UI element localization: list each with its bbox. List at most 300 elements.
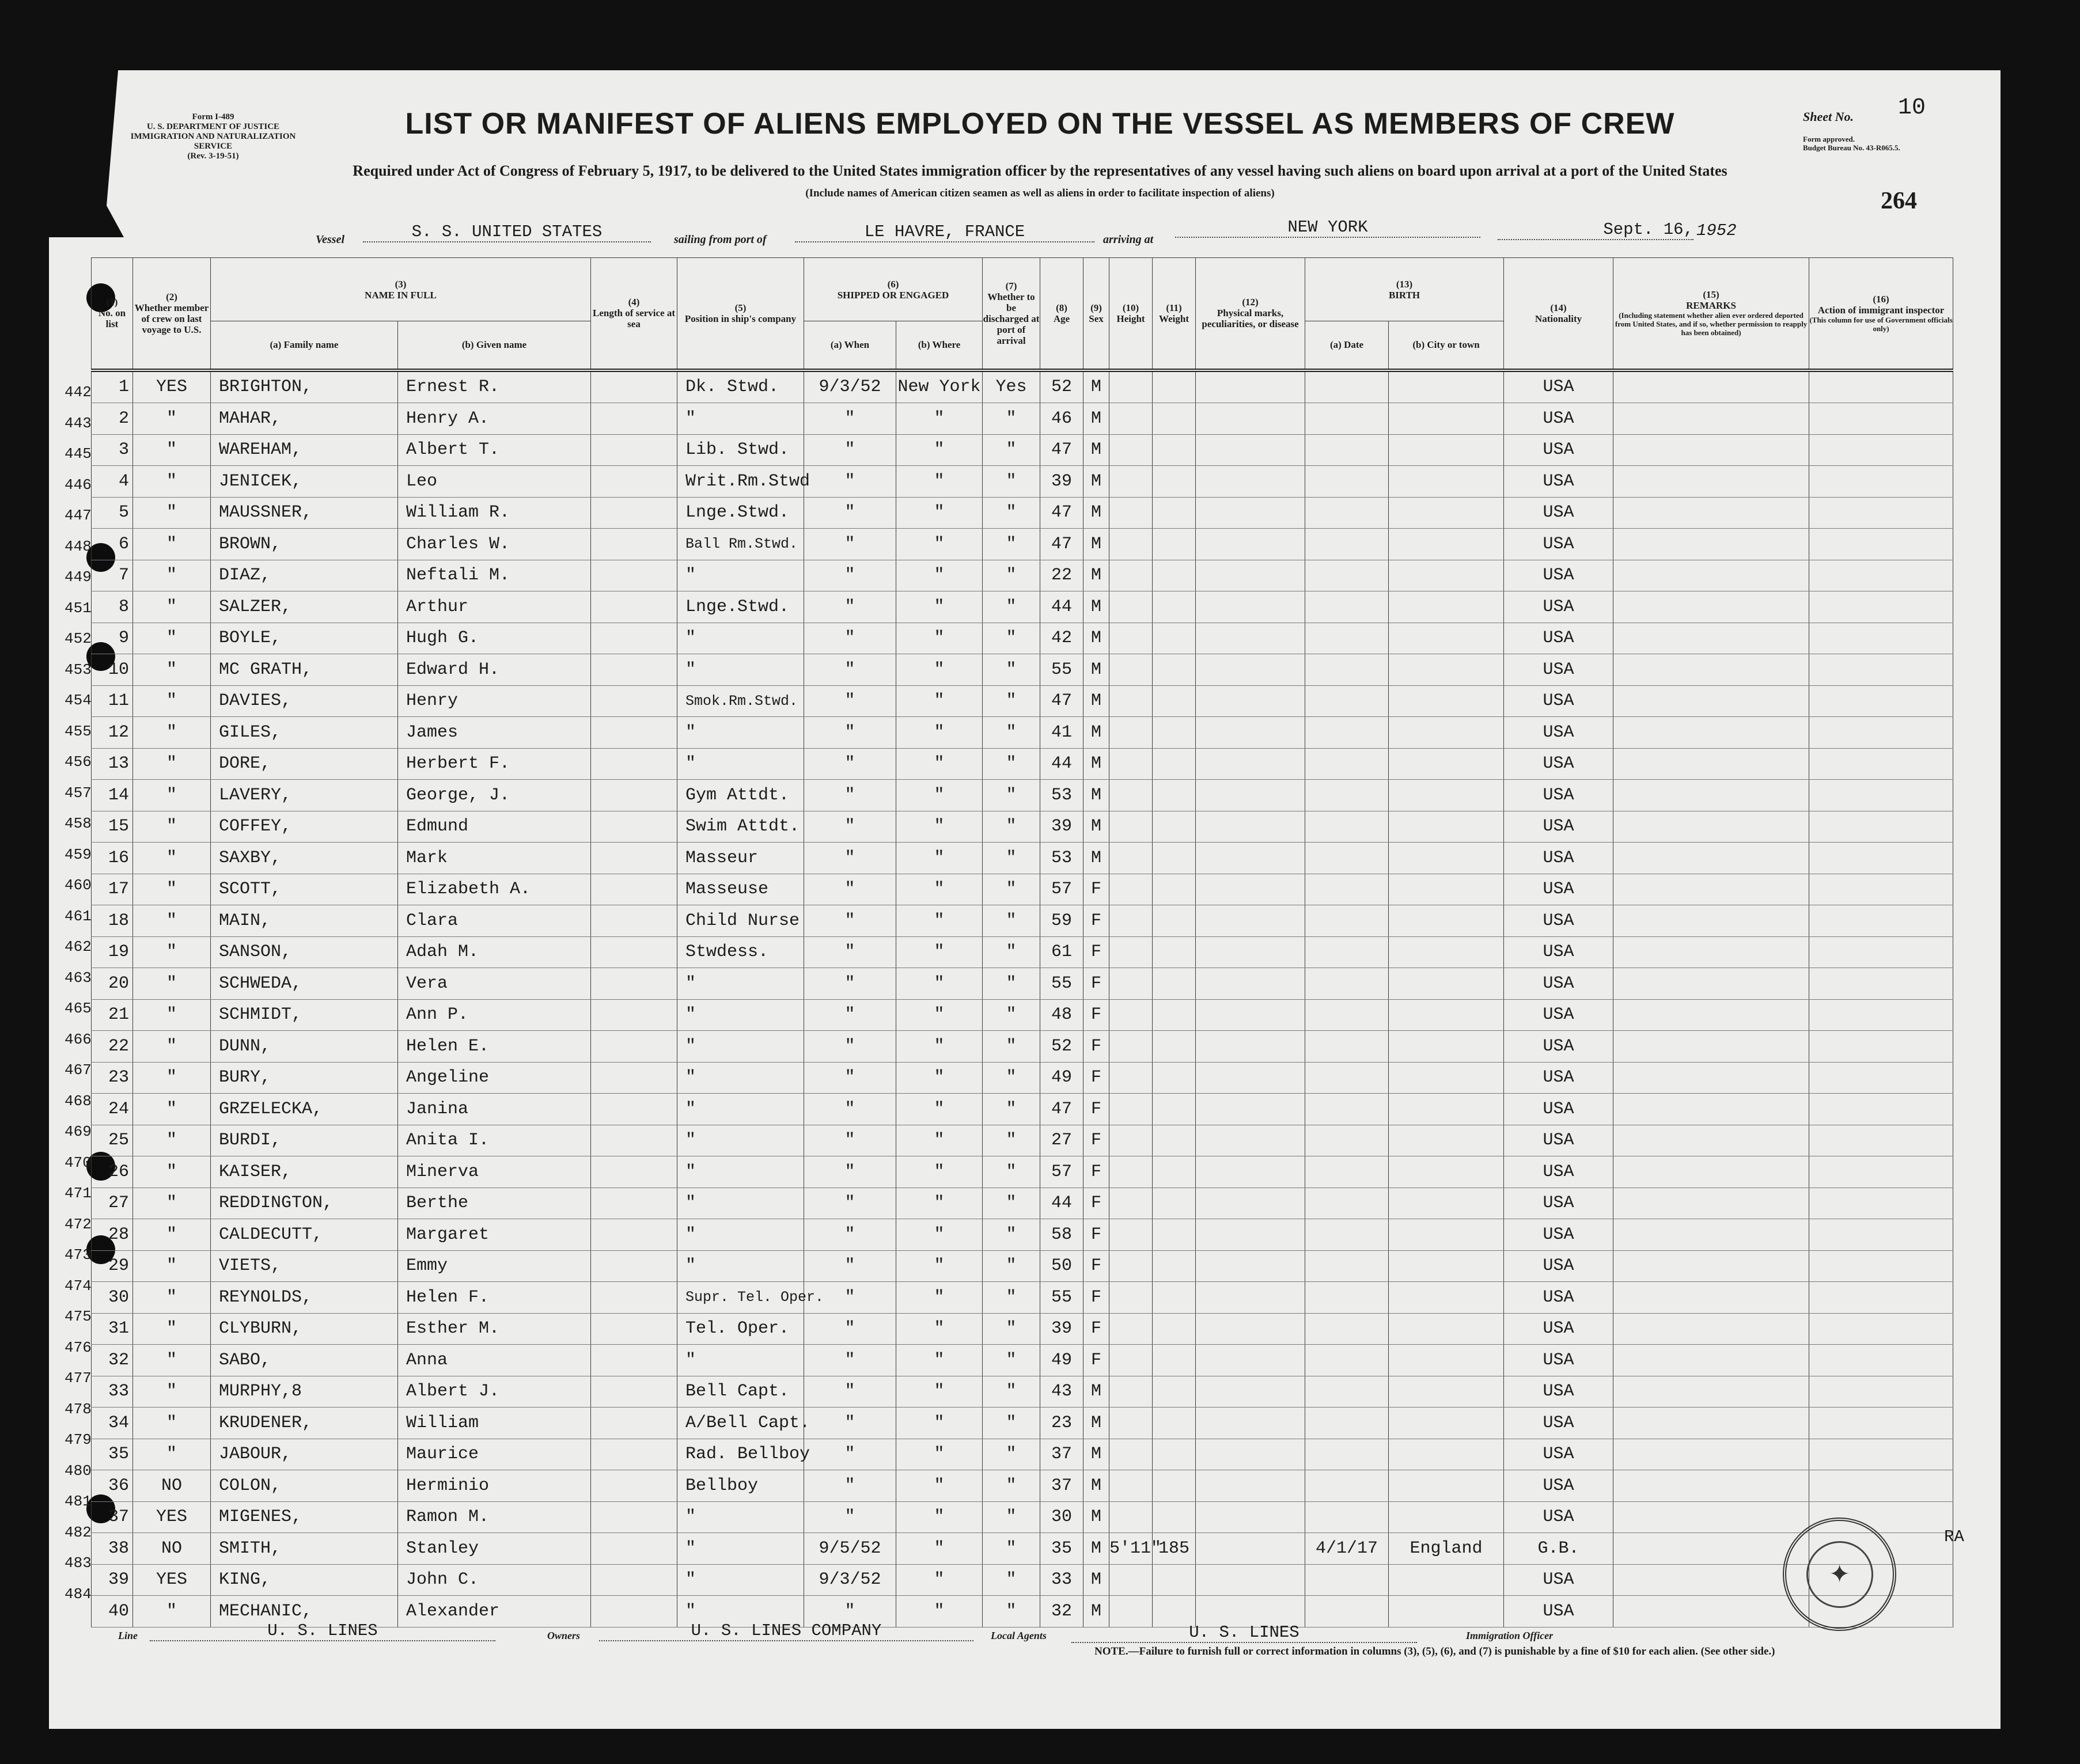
- cell-physical-marks: [1196, 370, 1305, 403]
- cell-birth-date: [1305, 1094, 1389, 1125]
- cell-birth-city: [1389, 999, 1504, 1031]
- page-subnote: (Include names of American citizen seamen as well as aliens in order to facilitate inspection of aliens): [805, 187, 1275, 199]
- cell-birth-city: [1389, 370, 1504, 403]
- cell-list-number: 28: [92, 1219, 133, 1251]
- cell-list-number: 9: [92, 623, 133, 654]
- cell-position: Smok.Rm.Stwd.: [677, 685, 804, 717]
- row-ref-number: 477: [65, 1370, 92, 1387]
- cell-nationality: USA: [1504, 968, 1613, 1000]
- cell-discharged: ": [983, 968, 1040, 1000]
- cell-sex: F: [1083, 936, 1109, 968]
- cell-sex: M: [1083, 1439, 1109, 1470]
- cell-shipped-where: ": [896, 999, 983, 1031]
- cell-birth-city: [1389, 936, 1504, 968]
- cell-family-name: BRIGHTON,: [211, 370, 398, 403]
- cell-nationality: USA: [1504, 780, 1613, 811]
- cell-position: Bellboy: [677, 1470, 804, 1502]
- cell-weight: [1153, 748, 1196, 780]
- table-row: [92, 434, 1953, 466]
- cell-physical-marks: [1196, 843, 1305, 874]
- cell-given-name: Esther M.: [398, 1313, 591, 1345]
- cell-family-name: BURDI,: [211, 1125, 398, 1156]
- cell-length-of-service: [591, 403, 677, 435]
- cell-remarks: [1613, 780, 1809, 811]
- cell-list-number: 15: [92, 811, 133, 843]
- cell-previous-voyage: ": [133, 1062, 211, 1094]
- cell-height: [1109, 717, 1153, 749]
- cell-list-number: 2: [92, 403, 133, 435]
- cell-nationality: USA: [1504, 685, 1613, 717]
- table-row: [92, 968, 1953, 1000]
- cell-birth-city: [1389, 1376, 1504, 1408]
- cell-previous-voyage: ": [133, 497, 211, 529]
- cell-physical-marks: [1196, 434, 1305, 466]
- header-given-name: (b) Given name: [398, 321, 591, 370]
- cell-birth-city: [1389, 1219, 1504, 1251]
- cell-list-number: 5: [92, 497, 133, 529]
- table-row: [92, 1250, 1953, 1282]
- cell-shipped-when: ": [804, 1282, 896, 1314]
- cell-remarks: [1613, 529, 1809, 560]
- consulate-stamp: [1783, 1518, 1896, 1631]
- cell-sex: M: [1083, 685, 1109, 717]
- cell-previous-voyage: ": [133, 874, 211, 905]
- cell-age: 30: [1040, 1501, 1083, 1533]
- cell-weight: [1153, 1219, 1196, 1251]
- cell-length-of-service: [591, 905, 677, 937]
- cell-height: [1109, 1470, 1153, 1502]
- cell-birth-city: [1389, 1062, 1504, 1094]
- cell-discharged: ": [983, 748, 1040, 780]
- cell-sex: M: [1083, 623, 1109, 654]
- cell-position: ": [677, 623, 804, 654]
- cell-shipped-where: ": [896, 936, 983, 968]
- cell-sex: M: [1083, 717, 1109, 749]
- cell-nationality: USA: [1504, 1564, 1613, 1596]
- cell-height: [1109, 529, 1153, 560]
- cell-remarks: [1613, 1533, 1809, 1565]
- cell-shipped-where: ": [896, 591, 983, 623]
- cell-remarks: [1613, 999, 1809, 1031]
- cell-sex: F: [1083, 1282, 1109, 1314]
- cell-physical-marks: [1196, 1188, 1305, 1219]
- header-birth-city: (b) City or town: [1389, 321, 1504, 370]
- cell-inspector-action: [1809, 529, 1953, 560]
- cell-discharged: ": [983, 780, 1040, 811]
- cell-discharged: ": [983, 1188, 1040, 1219]
- page-stamp-number: 264: [1881, 188, 1917, 214]
- form-number: Form I-489: [192, 112, 234, 122]
- cell-nationality: USA: [1504, 843, 1613, 874]
- header-nationality: (14) Nationality: [1504, 258, 1613, 370]
- cell-height: [1109, 905, 1153, 937]
- cell-age: 22: [1040, 560, 1083, 591]
- cell-position: Stwdess.: [677, 936, 804, 968]
- cell-birth-city: [1389, 1313, 1504, 1345]
- cell-weight: [1153, 529, 1196, 560]
- cell-birth-city: [1389, 968, 1504, 1000]
- cell-shipped-when: ": [804, 1376, 896, 1408]
- table-row: [92, 1031, 1953, 1063]
- cell-birth-city: [1389, 497, 1504, 529]
- sailing-label: sailing from port of: [674, 233, 767, 246]
- cell-birth-city: [1389, 780, 1504, 811]
- line-value: U. S. LINES: [150, 1621, 495, 1641]
- cell-length-of-service: [591, 529, 677, 560]
- cell-previous-voyage: ": [133, 780, 211, 811]
- cell-height: [1109, 936, 1153, 968]
- cell-shipped-when: ": [804, 717, 896, 749]
- cell-given-name: Leo: [398, 466, 591, 498]
- cell-birth-city: [1389, 1156, 1504, 1188]
- cell-previous-voyage: ": [133, 1125, 211, 1156]
- cell-birth-city: [1389, 1282, 1504, 1314]
- cell-sex: M: [1083, 1408, 1109, 1439]
- cell-remarks: [1613, 1094, 1809, 1125]
- cell-shipped-where: ": [896, 843, 983, 874]
- cell-physical-marks: [1196, 1376, 1305, 1408]
- cell-inspector-action: [1809, 905, 1953, 937]
- arrival-year: 1952: [1696, 221, 1737, 240]
- cell-inspector-action: [1809, 1125, 1953, 1156]
- cell-age: 42: [1040, 623, 1083, 654]
- cell-height: [1109, 780, 1153, 811]
- cell-nationality: USA: [1504, 1282, 1613, 1314]
- owners-label: Owners: [547, 1630, 581, 1641]
- cell-length-of-service: [591, 843, 677, 874]
- cell-list-number: 3: [92, 434, 133, 466]
- cell-shipped-when: ": [804, 843, 896, 874]
- cell-length-of-service: [591, 370, 677, 403]
- cell-shipped-when: ": [804, 905, 896, 937]
- cell-remarks: [1613, 591, 1809, 623]
- cell-inspector-action: [1809, 1282, 1953, 1314]
- cell-list-number: 24: [92, 1094, 133, 1125]
- cell-position: ": [677, 999, 804, 1031]
- cell-discharged: ": [983, 654, 1040, 686]
- cell-age: 35: [1040, 1533, 1083, 1565]
- cell-previous-voyage: ": [133, 999, 211, 1031]
- cell-shipped-where: ": [896, 1501, 983, 1533]
- cell-shipped-where: ": [896, 403, 983, 435]
- cell-height: [1109, 1596, 1153, 1628]
- form-revision: (Rev. 3-19-51): [187, 151, 239, 161]
- agents-label: Local Agents: [991, 1630, 1047, 1641]
- cell-inspector-action: [1809, 968, 1953, 1000]
- table-row: [92, 1156, 1953, 1188]
- header-length-of-service: (4) Length of service at sea: [591, 258, 677, 370]
- arrival-port: NEW YORK: [1175, 218, 1480, 238]
- cell-age: 47: [1040, 1094, 1083, 1125]
- cell-shipped-where: New York: [896, 370, 983, 403]
- table-row: [92, 370, 1953, 403]
- cell-discharged: ": [983, 1596, 1040, 1628]
- cell-remarks: [1613, 434, 1809, 466]
- cell-list-number: 38: [92, 1533, 133, 1565]
- cell-sex: M: [1083, 1376, 1109, 1408]
- cell-length-of-service: [591, 1564, 677, 1596]
- header-physical-marks: (12) Physical marks, peculiarities, or disease: [1196, 258, 1305, 370]
- page-subtitle: Required under Act of Congress of February 5, 1917, to be delivered to the United States immigration officer by the representatives of any vessel having such aliens on board upon arrival at a port of the United States: [353, 162, 1727, 179]
- cell-list-number: 8: [92, 591, 133, 623]
- cell-position: ": [677, 1062, 804, 1094]
- cell-given-name: Clara: [398, 905, 591, 937]
- cell-shipped-when: ": [804, 1408, 896, 1439]
- cell-given-name: Berthe: [398, 1188, 591, 1219]
- cell-weight: [1153, 905, 1196, 937]
- cell-shipped-where: ": [896, 1062, 983, 1094]
- row-ref-number: 452: [65, 630, 92, 647]
- cell-birth-city: [1389, 811, 1504, 843]
- cell-age: 33: [1040, 1564, 1083, 1596]
- cell-family-name: MAIN,: [211, 905, 398, 937]
- cell-age: 52: [1040, 1031, 1083, 1063]
- cell-given-name: Janina: [398, 1094, 591, 1125]
- cell-inspector-action: [1809, 591, 1953, 623]
- cell-physical-marks: [1196, 1125, 1305, 1156]
- cell-previous-voyage: ": [133, 905, 211, 937]
- cell-previous-voyage: ": [133, 1188, 211, 1219]
- vessel-name: S. S. UNITED STATES: [363, 222, 651, 242]
- cell-height: [1109, 811, 1153, 843]
- cell-weight: [1153, 717, 1196, 749]
- cell-length-of-service: [591, 1313, 677, 1345]
- cell-list-number: 10: [92, 654, 133, 686]
- cell-family-name: KING,: [211, 1564, 398, 1596]
- cell-weight: [1153, 654, 1196, 686]
- cell-physical-marks: [1196, 780, 1305, 811]
- cell-previous-voyage: ": [133, 748, 211, 780]
- cell-weight: [1153, 1501, 1196, 1533]
- cell-birth-date: [1305, 905, 1389, 937]
- crew-rows: [92, 370, 1953, 1628]
- table-row: [92, 654, 1953, 686]
- cell-previous-voyage: ": [133, 1250, 211, 1282]
- eagle-seal-icon: ✦: [1806, 1541, 1873, 1608]
- header-shipped-when: (a) When: [804, 321, 896, 370]
- cell-list-number: 17: [92, 874, 133, 905]
- page-title: LIST OR MANIFEST OF ALIENS EMPLOYED ON THE VESSEL AS MEMBERS OF CREW: [405, 107, 1675, 141]
- cell-birth-city: England: [1389, 1533, 1504, 1565]
- cell-birth-city: [1389, 905, 1504, 937]
- row-ref-number: 449: [65, 568, 92, 586]
- cell-family-name: SMITH,: [211, 1533, 398, 1565]
- cell-weight: [1153, 1125, 1196, 1156]
- cell-family-name: MECHANIC,: [211, 1596, 398, 1628]
- cell-previous-voyage: ": [133, 1219, 211, 1251]
- cell-remarks: [1613, 370, 1809, 403]
- cell-length-of-service: [591, 1125, 677, 1156]
- cell-discharged: ": [983, 560, 1040, 591]
- cell-discharged: ": [983, 1250, 1040, 1282]
- cell-physical-marks: [1196, 999, 1305, 1031]
- table-row: [92, 1188, 1953, 1219]
- cell-remarks: [1613, 1250, 1809, 1282]
- cell-sex: M: [1083, 1470, 1109, 1502]
- cell-position: ": [677, 717, 804, 749]
- cell-family-name: REYNOLDS,: [211, 1282, 398, 1314]
- cell-physical-marks: [1196, 1408, 1305, 1439]
- cell-length-of-service: [591, 1188, 677, 1219]
- cell-birth-city: [1389, 1188, 1504, 1219]
- cell-shipped-where: ": [896, 748, 983, 780]
- cell-height: [1109, 370, 1153, 403]
- cell-weight: [1153, 874, 1196, 905]
- cell-discharged: ": [983, 1470, 1040, 1502]
- cell-length-of-service: [591, 1156, 677, 1188]
- cell-weight: [1153, 1345, 1196, 1376]
- header-shipped-where: (b) Where: [896, 321, 983, 370]
- cell-position: Rad. Bellboy: [677, 1439, 804, 1470]
- cell-length-of-service: [591, 591, 677, 623]
- cell-remarks: [1613, 905, 1809, 937]
- cell-sex: F: [1083, 1125, 1109, 1156]
- cell-length-of-service: [591, 999, 677, 1031]
- cell-length-of-service: [591, 1501, 677, 1533]
- cell-length-of-service: [591, 1408, 677, 1439]
- cell-shipped-when: ": [804, 1501, 896, 1533]
- cell-list-number: 39: [92, 1564, 133, 1596]
- cell-remarks: [1613, 968, 1809, 1000]
- cell-remarks: [1613, 685, 1809, 717]
- cell-inspector-action: [1809, 466, 1953, 498]
- cell-inspector-action: [1809, 370, 1953, 403]
- cell-shipped-when: ": [804, 434, 896, 466]
- table-row: [92, 1313, 1953, 1345]
- cell-remarks: [1613, 1596, 1809, 1628]
- table-row: [92, 999, 1953, 1031]
- cell-remarks: [1613, 1219, 1809, 1251]
- cell-given-name: Henry A.: [398, 403, 591, 435]
- cell-length-of-service: [591, 811, 677, 843]
- cell-list-number: 19: [92, 936, 133, 968]
- cell-physical-marks: [1196, 717, 1305, 749]
- cell-remarks: [1613, 623, 1809, 654]
- cell-birth-city: [1389, 843, 1504, 874]
- cell-given-name: Alexander: [398, 1596, 591, 1628]
- row-ref-number: 476: [65, 1338, 92, 1356]
- cell-given-name: Albert J.: [398, 1376, 591, 1408]
- cell-physical-marks: [1196, 685, 1305, 717]
- row-ref-number: 462: [65, 938, 92, 955]
- cell-height: [1109, 1282, 1153, 1314]
- cell-birth-date: [1305, 434, 1389, 466]
- cell-shipped-when: ": [804, 936, 896, 968]
- cell-age: 32: [1040, 1596, 1083, 1628]
- cell-birth-date: [1305, 466, 1389, 498]
- cell-sex: F: [1083, 1219, 1109, 1251]
- table-row: [92, 591, 1953, 623]
- cell-weight: [1153, 1188, 1196, 1219]
- row-ref-number: 454: [65, 692, 92, 709]
- cell-list-number: 12: [92, 717, 133, 749]
- cell-weight: [1153, 999, 1196, 1031]
- cell-birth-city: [1389, 1596, 1504, 1628]
- cell-height: [1109, 1188, 1153, 1219]
- cell-birth-date: [1305, 780, 1389, 811]
- cell-birth-city: [1389, 748, 1504, 780]
- cell-shipped-where: ": [896, 1345, 983, 1376]
- cell-position: Lib. Stwd.: [677, 434, 804, 466]
- cell-discharged: ": [983, 466, 1040, 498]
- cell-sex: M: [1083, 560, 1109, 591]
- penalty-note: NOTE.—Failure to furnish full or correct information in columns (3), (5), (6), and (7) is punishable by a fine of $10 for each alien. (See other side.): [1094, 1645, 1775, 1657]
- cell-family-name: SANSON,: [211, 936, 398, 968]
- cell-inspector-action: [1809, 1408, 1953, 1439]
- cell-previous-voyage: ": [133, 1031, 211, 1063]
- cell-shipped-when: 9/5/52: [804, 1533, 896, 1565]
- cell-sex: F: [1083, 905, 1109, 937]
- cell-nationality: USA: [1504, 1094, 1613, 1125]
- cell-length-of-service: [591, 717, 677, 749]
- cell-shipped-when: ": [804, 874, 896, 905]
- cell-previous-voyage: ": [133, 1596, 211, 1628]
- cell-previous-voyage: YES: [133, 370, 211, 403]
- cell-inspector-action: [1809, 497, 1953, 529]
- cell-shipped-when: ": [804, 1439, 896, 1470]
- cell-remarks: [1613, 748, 1809, 780]
- cell-shipped-where: ": [896, 905, 983, 937]
- cell-position: ": [677, 968, 804, 1000]
- table-row: [92, 748, 1953, 780]
- cell-length-of-service: [591, 434, 677, 466]
- cell-weight: [1153, 1250, 1196, 1282]
- cell-age: 44: [1040, 591, 1083, 623]
- cell-remarks: [1613, 843, 1809, 874]
- cell-birth-date: [1305, 654, 1389, 686]
- cell-physical-marks: [1196, 811, 1305, 843]
- cell-weight: [1153, 1313, 1196, 1345]
- cell-position: ": [677, 1031, 804, 1063]
- cell-sex: F: [1083, 1062, 1109, 1094]
- cell-given-name: Helen E.: [398, 1031, 591, 1063]
- cell-age: 55: [1040, 968, 1083, 1000]
- cell-shipped-where: ": [896, 1188, 983, 1219]
- cell-remarks: [1613, 403, 1809, 435]
- cell-age: 57: [1040, 1156, 1083, 1188]
- cell-family-name: SCHWEDA,: [211, 968, 398, 1000]
- cell-sex: M: [1083, 780, 1109, 811]
- cell-nationality: USA: [1504, 1156, 1613, 1188]
- cell-height: [1109, 999, 1153, 1031]
- cell-shipped-when: ": [804, 1250, 896, 1282]
- cell-nationality: USA: [1504, 1408, 1613, 1439]
- row-ref-number: 457: [65, 784, 92, 802]
- cell-discharged: ": [983, 1282, 1040, 1314]
- cell-given-name: Herminio: [398, 1470, 591, 1502]
- cell-shipped-when: ": [804, 685, 896, 717]
- cell-height: [1109, 874, 1153, 905]
- cell-given-name: James: [398, 717, 591, 749]
- cell-length-of-service: [591, 936, 677, 968]
- cell-previous-voyage: ": [133, 466, 211, 498]
- header-list-number: (1) No. on list: [92, 258, 133, 370]
- table-row: [92, 1094, 1953, 1125]
- cell-physical-marks: [1196, 1250, 1305, 1282]
- cell-shipped-where: ": [896, 1219, 983, 1251]
- row-ref-number: 445: [65, 445, 92, 462]
- cell-shipped-where: ": [896, 654, 983, 686]
- cell-birth-city: [1389, 874, 1504, 905]
- cell-family-name: CLYBURN,: [211, 1313, 398, 1345]
- cell-sex: M: [1083, 497, 1109, 529]
- cell-list-number: 14: [92, 780, 133, 811]
- cell-given-name: Angeline: [398, 1062, 591, 1094]
- cell-remarks: [1613, 1470, 1809, 1502]
- cell-height: [1109, 466, 1153, 498]
- cell-given-name: Henry: [398, 685, 591, 717]
- cell-birth-city: [1389, 717, 1504, 749]
